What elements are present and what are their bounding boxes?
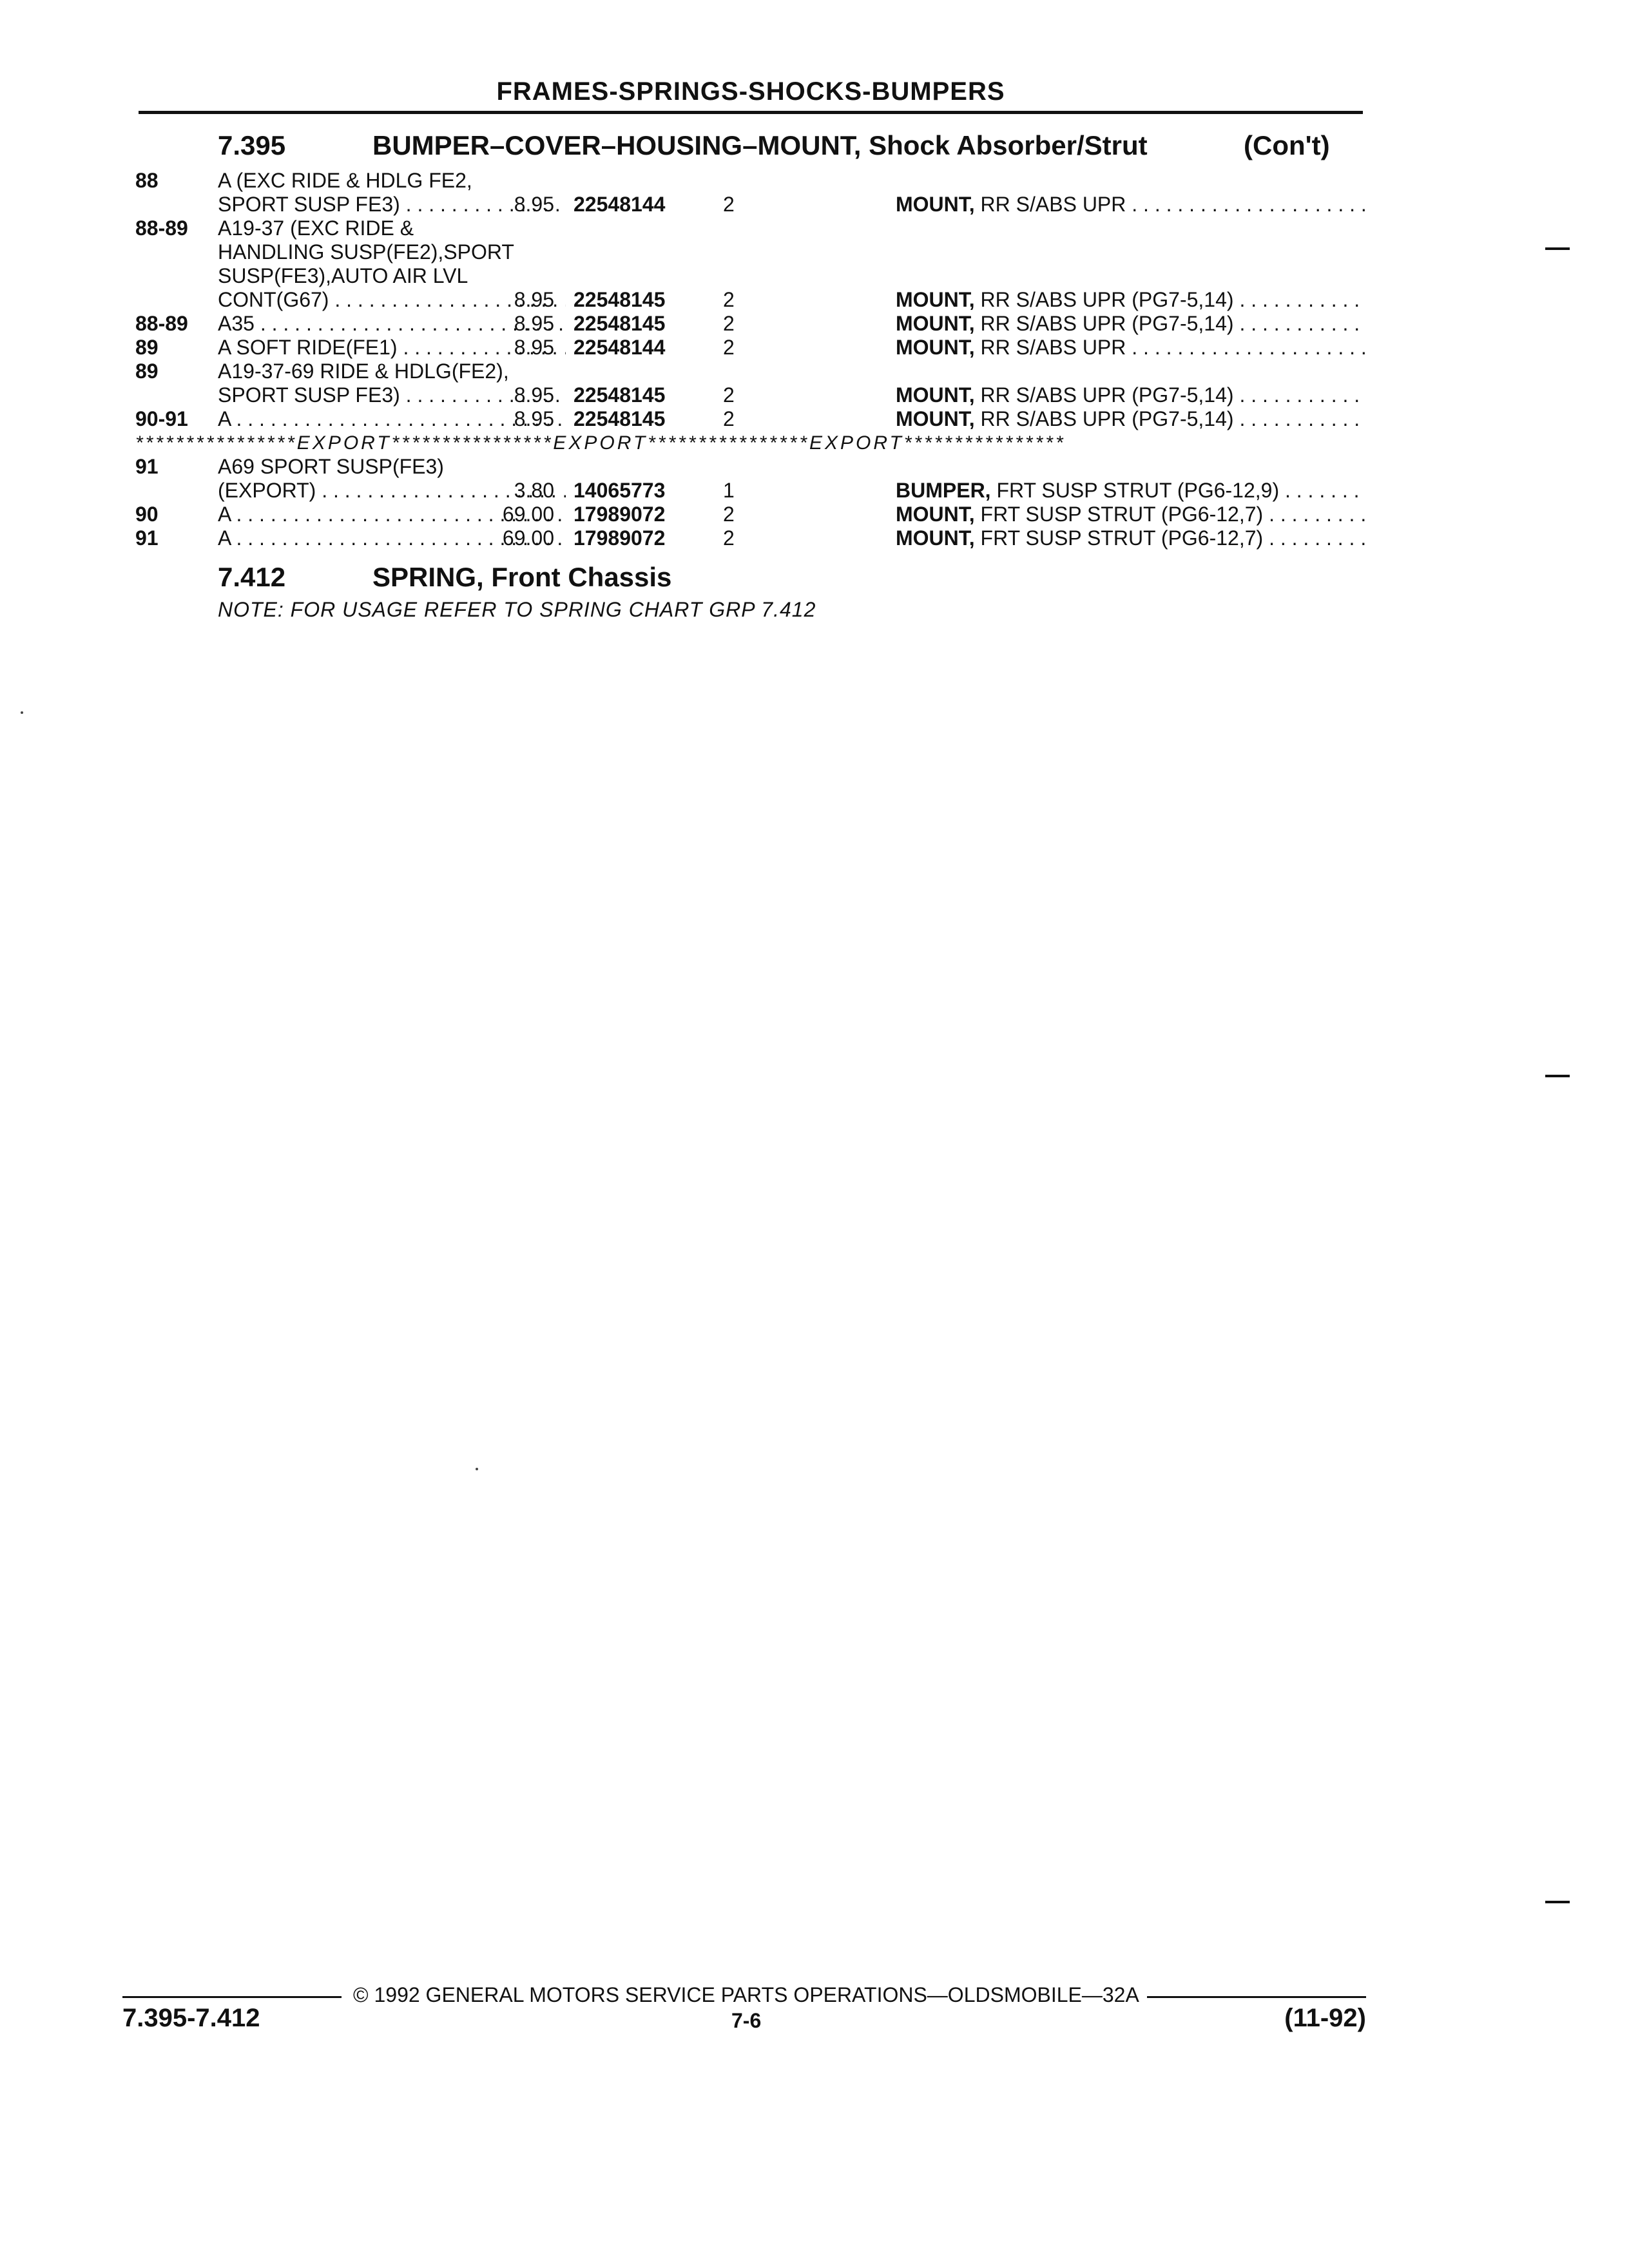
- table-row: [135, 264, 1366, 288]
- quantity-cell: 2: [723, 288, 735, 311]
- usage-note: NOTE: FOR USAGE REFER TO SPRING CHART GRP 7.412: [218, 598, 816, 621]
- table-row: [135, 360, 1366, 383]
- table-row: [135, 336, 1366, 360]
- description-value: A19-37-69 RIDE & HDLG(FE2),: [218, 360, 509, 383]
- part-name-keyword: MOUNT,: [896, 407, 975, 430]
- description-cell: [218, 264, 702, 288]
- part-name-detail: FRT SUSP STRUT (PG6-12,7): [974, 526, 1264, 550]
- footer-section-range: 7.395-7.412: [122, 2004, 260, 2032]
- year-cell: 88-89: [135, 312, 188, 335]
- description-cell: [218, 240, 702, 264]
- table-row: [135, 383, 1366, 407]
- part-number-cell: 17989072: [574, 526, 666, 550]
- margin-mark: [1545, 1075, 1570, 1077]
- part-name-keyword: MOUNT,: [896, 526, 975, 550]
- part-name-cell: [896, 336, 1366, 360]
- part-number-cell: 17989072: [574, 503, 666, 526]
- part-number-cell: 22548144: [574, 336, 666, 359]
- description-value: CONT(G67): [218, 288, 329, 311]
- part-number-cell: 22548145: [574, 288, 666, 311]
- table-row: [135, 503, 1366, 526]
- description-value: A: [218, 503, 231, 526]
- year-cell: 90: [135, 503, 159, 526]
- part-number-cell: 22548145: [574, 312, 666, 335]
- quantity-cell: 2: [723, 503, 735, 526]
- description-value: A: [218, 526, 231, 550]
- description-value: (EXPORT): [218, 479, 316, 502]
- part-number-cell: 22548145: [574, 383, 666, 407]
- description-value: HANDLING SUSP(FE2),SPORT: [218, 240, 514, 264]
- year-cell: 88-89: [135, 216, 188, 240]
- part-name-detail: RR S/ABS UPR (PG7-5,14): [974, 312, 1234, 335]
- part-name-cell: [896, 193, 1366, 216]
- description-text: [218, 216, 566, 240]
- price-cell: 69.00: [502, 526, 554, 550]
- table-row: [135, 479, 1366, 503]
- price-cell: 8.95: [514, 336, 554, 359]
- part-name-keyword: BUMPER,: [896, 479, 991, 502]
- description-text: [218, 264, 566, 288]
- table-row: [135, 240, 1366, 264]
- quantity-cell: 1: [723, 479, 735, 502]
- section-number: 7.395: [218, 130, 286, 160]
- part-name-detail: RR S/ABS UPR (PG7-5,14): [974, 383, 1234, 407]
- part-name-detail: FRT SUSP STRUT (PG6-12,9): [990, 479, 1280, 502]
- part-name-cell: [896, 526, 1366, 550]
- quantity-cell: 2: [723, 312, 735, 335]
- price-cell: 8.95: [514, 312, 554, 335]
- table-row: [135, 288, 1366, 312]
- description-value: SPORT SUSP FE3): [218, 383, 400, 407]
- table-row: [135, 169, 1366, 193]
- description-cell: [218, 360, 702, 383]
- year-cell: 89: [135, 336, 159, 359]
- section-name: BUMPER–COVER–HOUSING–MOUNT, Shock Absorber/Strut: [372, 130, 1148, 160]
- footer-date: (11-92): [1284, 2004, 1366, 2032]
- part-name-cell: [896, 312, 1366, 336]
- description-value: A19-37 (EXC RIDE &: [218, 216, 414, 240]
- price-cell: 69.00: [502, 503, 554, 526]
- part-name-cell: [896, 407, 1366, 431]
- margin-mark: [1545, 1901, 1570, 1903]
- part-name-cell: [896, 503, 1366, 526]
- price-cell: 8.95: [514, 193, 554, 216]
- part-name-detail: RR S/ABS UPR (PG7-5,14): [974, 288, 1234, 311]
- part-name-detail: FRT SUSP STRUT (PG6-12,7): [974, 503, 1264, 526]
- part-name-cell: [896, 288, 1366, 312]
- price-cell: 8.95: [514, 407, 554, 430]
- description-value: A SOFT RIDE(FE1): [218, 336, 398, 359]
- part-name-cell: [896, 479, 1366, 503]
- part-name-detail: RR S/ABS UPR: [974, 193, 1126, 216]
- description-cell: [218, 169, 702, 193]
- part-name-keyword: MOUNT,: [896, 383, 975, 407]
- year-cell: 88: [135, 169, 159, 192]
- description-value: A (EXC RIDE & HDLG FE2,: [218, 169, 472, 192]
- description-value: SPORT SUSP FE3): [218, 193, 400, 216]
- section-7395-title: [218, 130, 1371, 162]
- part-name-detail: RR S/ABS UPR: [974, 336, 1126, 359]
- part-name-keyword: MOUNT,: [896, 193, 975, 216]
- description-value: A35: [218, 312, 255, 335]
- footer-copyright: © 1992 GENERAL MOTORS SERVICE PARTS OPERATIONS—OLDSMOBILE—32A: [353, 1983, 1139, 2006]
- scan-speck: [21, 711, 23, 714]
- year-cell: 91: [135, 455, 159, 478]
- price-cell: 8.95: [514, 288, 554, 311]
- part-name-detail: RR S/ABS UPR (PG7-5,14): [974, 407, 1234, 430]
- footer-rule-right: [1147, 1996, 1366, 1998]
- export-banner: ****************EXPORT****************EXPORT****************EXPORT****************: [135, 432, 1066, 454]
- part-number-cell: 14065773: [574, 479, 666, 502]
- parts-table: [135, 169, 1366, 550]
- section-name: SPRING, Front Chassis: [372, 562, 672, 592]
- table-row: [135, 193, 1366, 216]
- year-cell: 91: [135, 526, 159, 550]
- description-cell: [218, 455, 702, 479]
- header-rule: [139, 111, 1363, 114]
- year-cell: 89: [135, 360, 159, 383]
- section-7412-title: [218, 562, 1120, 594]
- table-row: [135, 312, 1366, 336]
- part-number-cell: 22548144: [574, 193, 666, 216]
- page-header-title: FRAMES-SPRINGS-SHOCKS-BUMPERS: [496, 77, 1005, 106]
- part-name-keyword: MOUNT,: [896, 312, 975, 335]
- year-cell: 90-91: [135, 407, 188, 430]
- description-cell: [218, 216, 702, 240]
- table-row: [135, 216, 1366, 240]
- quantity-cell: 2: [723, 407, 735, 430]
- description-text: [218, 240, 566, 264]
- scan-speck: [476, 1468, 478, 1470]
- part-name-keyword: MOUNT,: [896, 503, 975, 526]
- description-value: SUSP(FE3),AUTO AIR LVL: [218, 264, 468, 287]
- section-number: 7.412: [218, 562, 286, 592]
- description-value: A: [218, 407, 231, 430]
- price-cell: 3.80: [514, 479, 554, 502]
- description-value: A69 SPORT SUSP(FE3): [218, 455, 444, 478]
- quantity-cell: 2: [723, 526, 735, 550]
- description-text: [218, 455, 566, 479]
- quantity-cell: 2: [723, 383, 735, 407]
- part-name-keyword: MOUNT,: [896, 288, 975, 311]
- quantity-cell: 2: [723, 193, 735, 216]
- section-continued: (Con't): [1244, 130, 1330, 160]
- description-text: [218, 360, 566, 383]
- margin-mark: [1545, 247, 1570, 250]
- part-name-cell: [896, 383, 1366, 407]
- table-row: [135, 407, 1366, 431]
- table-row: [135, 455, 1366, 479]
- price-cell: 8.95: [514, 383, 554, 407]
- part-number-cell: 22548145: [574, 407, 666, 430]
- part-name-keyword: MOUNT,: [896, 336, 975, 359]
- quantity-cell: 2: [723, 336, 735, 359]
- description-text: [218, 169, 566, 193]
- table-row: [135, 526, 1366, 550]
- footer-rule-left: [122, 1996, 342, 1998]
- footer-page-number: 7-6: [731, 2009, 762, 2032]
